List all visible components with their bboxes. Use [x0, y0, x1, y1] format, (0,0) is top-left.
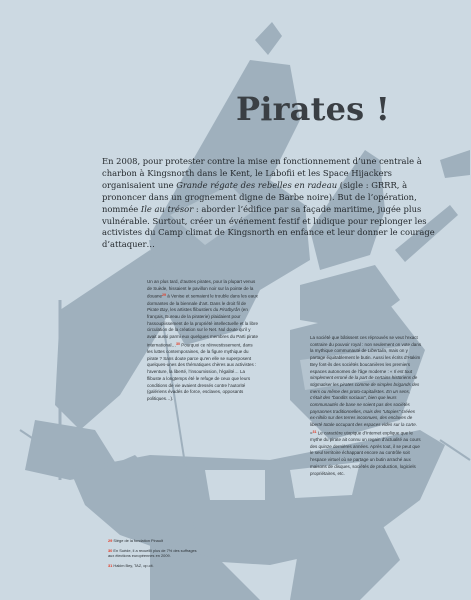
text-run: (en français, Bureau de la piraterie) plaidaient pour l’assouplissement de la propriété intellectuelle et la libre circulation de la création sur le Net. Nul doute qu’il y avait aussi parmi eux quelques membres du Parti pirate international… [147, 307, 259, 348]
italic-run: Il est tout simplement erroné de la part de certains historiens de stigmatiser les pirates comme de simples brigands des mers ou même des proto-capitalistes. En un sens, c’était des "bandits sociaux", bien que leurs communautés de base ne soient pas des sociétés paysannes traditionnelles, mais des "utopies" créées ex-nihilo sur des terres inconnues, des enclaves de liberté totale occupant des espaces vides sur la carte. [310, 368, 420, 428]
footnote-ref: 30 [176, 341, 181, 346]
footnote [108, 538, 198, 544]
footnote-ref: 29 [162, 293, 167, 298]
text-run: à Venise et semaient le trouble dans les eaux dormantes de la biennale d’art. Dans le droit fil de [147, 293, 258, 306]
italic-run: Piratbyrån [219, 307, 241, 313]
text-run: » [310, 430, 313, 436]
text-run: (sigle : GRRR, à prononcer dans un grognement digne de Barbe noire). But de l’opération, nommée [102, 179, 417, 214]
italic-run: Grande régate des rebelles en radeau [176, 179, 338, 190]
footnote-text: Siège de la fondation Pinault [113, 538, 163, 543]
italic-run: Libertalia [367, 348, 387, 354]
text-run: Un an plus tard, d’autres pirates, pour la plupart venus de Suède, hissaient le pavillon noir sur la pointe de la douane [147, 279, 256, 299]
body-column-right [310, 335, 422, 477]
footnote [108, 548, 198, 559]
text-run: , les artistes ﬂibustiers du [167, 307, 220, 313]
footnote-number: 29 [108, 538, 113, 543]
text-run: : aborder l’édifice par sa façade maritime, jugée plus vulnérable. Surtout, créer un événement festif et ludique pour replonger les activistes du Camp climat de Kingsnorth en enfance et leur donner le courage d’attaquer… [102, 203, 435, 250]
italic-run: Ile au trésor [140, 203, 194, 214]
text-run: En 2008, pour protester contre la mise en fonctionnement d’une centrale à charbon à Kingsnorth dans le Kent, le Laboﬁi et les Space Hijackers organisaient une [102, 156, 422, 190]
footnote-text: En Suède, il a recueilli plus de 7% des suffrages aux élections européennes en 2009. [108, 547, 197, 559]
footnote [108, 563, 198, 569]
footnote-ref: 31 [312, 429, 317, 434]
page-title: Pirates ! [236, 90, 390, 128]
italic-run: Pirate Bay [147, 307, 168, 313]
footnote-number: 30 [108, 547, 113, 553]
lead-paragraph [102, 156, 437, 251]
text-run: La société que bâtissent ces réprouvés se veut l’exact contraire du pouvoir royal : non seulement on vote dans la mythique communauté de [310, 335, 422, 354]
footnotes [108, 538, 198, 572]
body-column-left [147, 279, 259, 403]
footnote-number: 31 [108, 562, 113, 568]
text-run: Le caractère utopique d’Internet explique que le mythe du pirate ait connu un regain d’actualité au cours des quinze dernières années. Après tout, il se peut que le seul territoire échappant encore au contrôle soit l’espace virtuel où se partage un butin arraché aux maisons de disques, sociétés de production, logiciels propriétaires, etc. [310, 430, 421, 476]
text-run: Pourquoi ce réinvestissement, dans les luttes contemporaines, de la ﬁgure mythique du pirate ? Sans doute parce qu’en elle se superposent quelques-unes des thématiques chères aux activistes : l’aventure, la liberté, l’insoumission, l’égalité… La ﬂibuste a longtemps été le refuge de ceux que leurs conditions de vie avaient dressés contre l’autorité (galériens évadés de force, esclaves, opposants politiques…). [147, 342, 257, 401]
footnote-text: Hakim Bey, TAZ, op.cit. [113, 562, 154, 568]
text-run: , mais on y partage équitablement le butin. Aussi les écrits d’Hakim Bey font-ils des sociétés boucanières les premiers espaces autonomes de l’âge moderne : « [310, 348, 421, 374]
